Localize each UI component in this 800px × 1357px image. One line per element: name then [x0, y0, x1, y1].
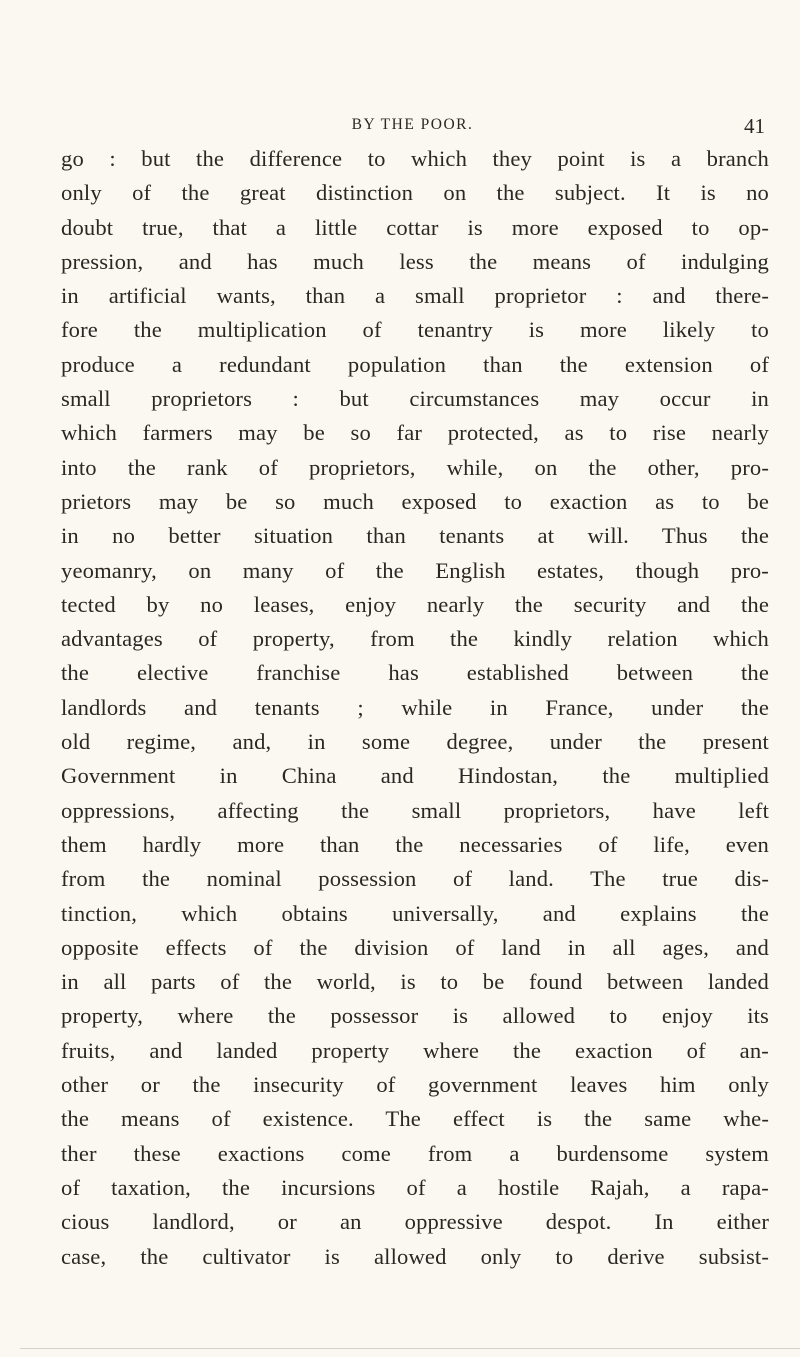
text-line: the means of existence. The effect is the same whe- [61, 1106, 769, 1132]
text-line: doubt true, that a little cottar is more exposed to op- [61, 214, 769, 240]
text-line: them hardly more than the necessaries of life, even [61, 831, 769, 857]
text-line: small proprietors : but circumstances may occur in [61, 386, 769, 412]
text-line: oppressions, affecting the small proprietors, have left [61, 797, 769, 823]
text-line: landlords and tenants ; while in France, under the [61, 694, 769, 720]
text-line: other or the insecurity of government leaves him only [61, 1072, 769, 1098]
text-line: old regime, and, in some degree, under the present [61, 729, 769, 755]
text-line: go : but the difference to which they point is a branch [61, 146, 769, 171]
text-line: the elective franchise has established between the [61, 660, 769, 686]
running-title: BY THE POOR. [351, 116, 474, 133]
text-line: in all parts of the world, is to be found between landed [61, 969, 769, 995]
text-line: pression, and has much less the means of indulging [61, 248, 769, 274]
text-line: of taxation, the incursions of a hostile Rajah, a rapa- [61, 1174, 769, 1200]
text-line: fore the multiplication of tenantry is more likely to [61, 317, 769, 343]
text-line: tected by no leases, enjoy nearly the security and the [61, 591, 769, 617]
text-line: cious landlord, or an oppressive despot. In either [61, 1209, 769, 1235]
running-head [60, 116, 765, 140]
text-line: advantages of property, from the kindly relation which [61, 626, 769, 652]
text-line: into the rank of proprietors, while, on the other, pro- [61, 454, 769, 480]
text-line: yeomanry, on many of the English estates, though pro- [61, 557, 769, 583]
text-line: prietors may be so much exposed to exaction as to be [61, 488, 769, 514]
text-line: which farmers may be so far protected, as to rise nearly [61, 420, 769, 446]
text-line: only of the great distinction on the subject. It is no [61, 180, 769, 206]
text-line: in artificial wants, than a small proprietor : and there- [61, 283, 769, 309]
text-line: Government in China and Hindostan, the multiplied [61, 763, 769, 789]
text-line: opposite effects of the division of land in all ages, and [61, 934, 769, 960]
text-line: produce a redundant population than the extension of [61, 351, 769, 377]
text-line: fruits, and landed property where the exaction of an- [61, 1037, 769, 1063]
text-line: case, the cultivator is allowed only to derive subsist- [61, 1243, 769, 1269]
text-line: in no better situation than tenants at will. Thus the [61, 523, 769, 549]
text-line: ther these exactions come from a burdensome system [61, 1140, 769, 1166]
text-line: from the nominal possession of land. The true dis- [61, 866, 769, 892]
text-line: property, where the possessor is allowed to enjoy its [61, 1003, 769, 1029]
page-edge-divider [20, 1348, 800, 1349]
page-number: 41 [744, 114, 765, 138]
body-text [61, 142, 769, 1274]
text-line: tinction, which obtains universally, and explains the [61, 900, 769, 926]
